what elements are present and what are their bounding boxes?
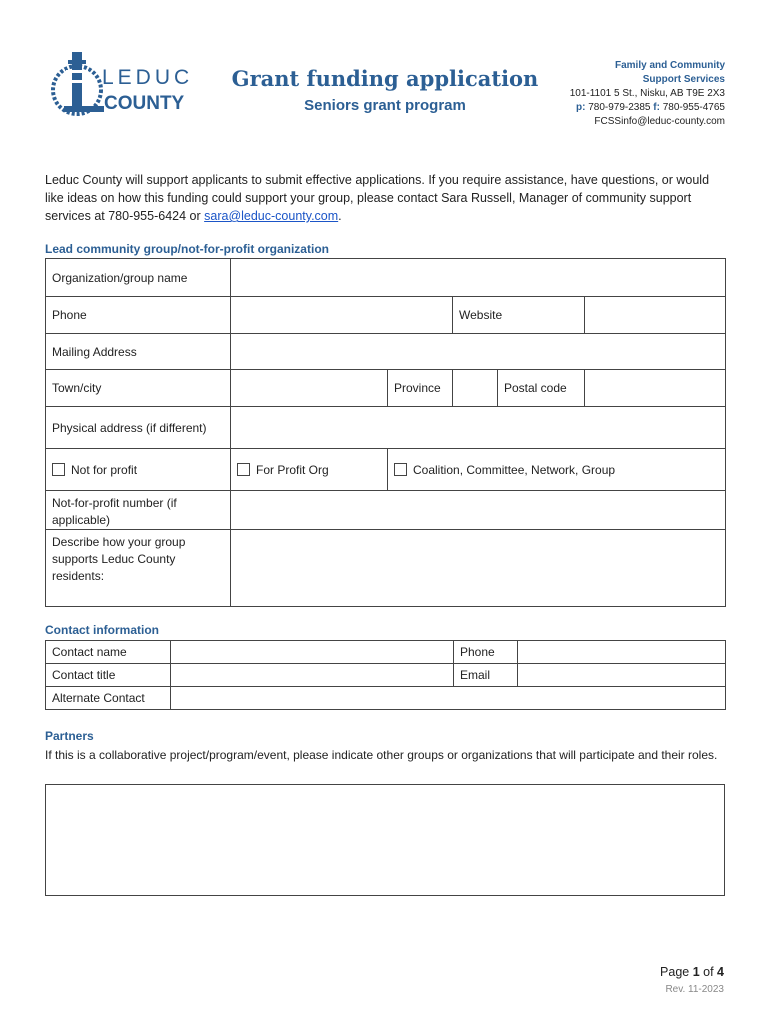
org-name-label: Organization/group name: [46, 259, 231, 297]
checkbox-coalition-cell[interactable]: [388, 449, 726, 491]
province-label: Province: [388, 370, 453, 407]
page-current: 1: [692, 965, 700, 979]
province-input[interactable]: [453, 370, 498, 407]
alternate-contact-input[interactable]: [171, 687, 726, 710]
org-email: FCSSinfo@leduc-county.com: [594, 116, 725, 127]
org-phone: 780-979-2385: [588, 102, 651, 113]
page-of: of: [699, 965, 718, 979]
contact-name-input[interactable]: [171, 641, 454, 664]
coalition-checkbox[interactable]: [394, 463, 407, 476]
forprofit-checkbox[interactable]: [237, 463, 250, 476]
nonprofit-checkbox[interactable]: [52, 463, 65, 476]
coalition-checkbox-label: Coalition, Committee, Network, Group: [413, 462, 616, 477]
checkbox-forprofit-cell[interactable]: [231, 449, 388, 491]
contact-email-label: Email: [454, 664, 518, 687]
fax-label: f:: [653, 102, 660, 113]
contact-title-label: Contact title: [46, 664, 171, 687]
org-name-line2: Support Services: [642, 74, 725, 85]
town-label: Town/city: [46, 370, 231, 407]
page-title: Grant funding application: [231, 66, 539, 91]
leduc-county-logo: [50, 46, 194, 126]
logo-text-county: COUNTY: [104, 93, 185, 114]
lead-section-heading: Lead community group/not-for-profit organization: [45, 242, 329, 256]
org-address: 101-1101 5 St., Nisku, AB T9E 2X3: [569, 88, 725, 99]
nonprofit-checkbox-label: Not for profit: [71, 462, 138, 477]
intro-end: .: [338, 209, 342, 223]
contact-title-input[interactable]: [171, 664, 454, 687]
describe-label: Describe how your group supports Leduc County residents:: [46, 530, 231, 607]
org-fax: 780-955-4765: [662, 102, 725, 113]
physical-address-label: Physical address (if different): [46, 407, 231, 449]
contact-block: [570, 59, 725, 129]
org-name-line1: Family and Community: [614, 60, 725, 71]
mailing-address-input[interactable]: [231, 334, 726, 370]
page-number: [660, 965, 724, 979]
phone-field-label: Phone: [46, 297, 231, 334]
alternate-contact-label: Alternate Contact: [46, 687, 171, 710]
postal-code-input[interactable]: [585, 370, 726, 407]
partners-heading: Partners: [45, 729, 94, 743]
nfp-number-label: Not-for-profit number (if applicable): [46, 491, 231, 530]
postal-code-label: Postal code: [498, 370, 585, 407]
partners-instructions: If this is a collaborative project/program/event, please indicate other groups or organizations that will participate and their roles.: [45, 748, 718, 762]
lead-org-table: [45, 258, 726, 607]
org-phone-fax: [570, 101, 725, 115]
forprofit-checkbox-label: For Profit Org: [256, 462, 329, 477]
revision-label: Rev. 11-2023: [665, 984, 724, 995]
contact-section-heading: Contact information: [45, 623, 159, 637]
phone-label: p:: [575, 102, 586, 113]
website-label: Website: [453, 297, 585, 334]
mailing-address-label: Mailing Address: [46, 334, 231, 370]
intro-text: Leduc County will support applicants to submit effective applications. If you require assistance, have questions, or would like ideas on how this funding could support your group, please contact Sara Russell, Manager of community support services at 780-955-6424 or: [45, 173, 710, 223]
contact-phone-label: Phone: [454, 641, 518, 664]
contact-name-label: Contact name: [46, 641, 171, 664]
describe-input[interactable]: [231, 530, 726, 607]
page-total: 4: [717, 965, 724, 979]
partners-input[interactable]: [45, 784, 725, 896]
contact-email-input[interactable]: [518, 664, 726, 687]
checkbox-nonprofit-cell[interactable]: [46, 449, 231, 491]
nfp-number-input[interactable]: [231, 491, 726, 530]
contact-table: [45, 640, 726, 710]
town-input[interactable]: [231, 370, 388, 407]
page-prefix: Page: [660, 965, 693, 979]
logo-emblem-icon: [50, 46, 106, 126]
org-name-input[interactable]: [231, 259, 726, 297]
website-input[interactable]: [585, 297, 726, 334]
contact-email-link[interactable]: sara@leduc-county.com: [204, 209, 339, 223]
physical-address-input[interactable]: [231, 407, 726, 449]
intro-paragraph: [45, 171, 730, 225]
logo-text-leduc: LEDUC: [102, 66, 194, 89]
phone-input[interactable]: [231, 297, 453, 334]
contact-phone-input[interactable]: [518, 641, 726, 664]
page-subtitle: Seniors grant program: [304, 97, 466, 114]
